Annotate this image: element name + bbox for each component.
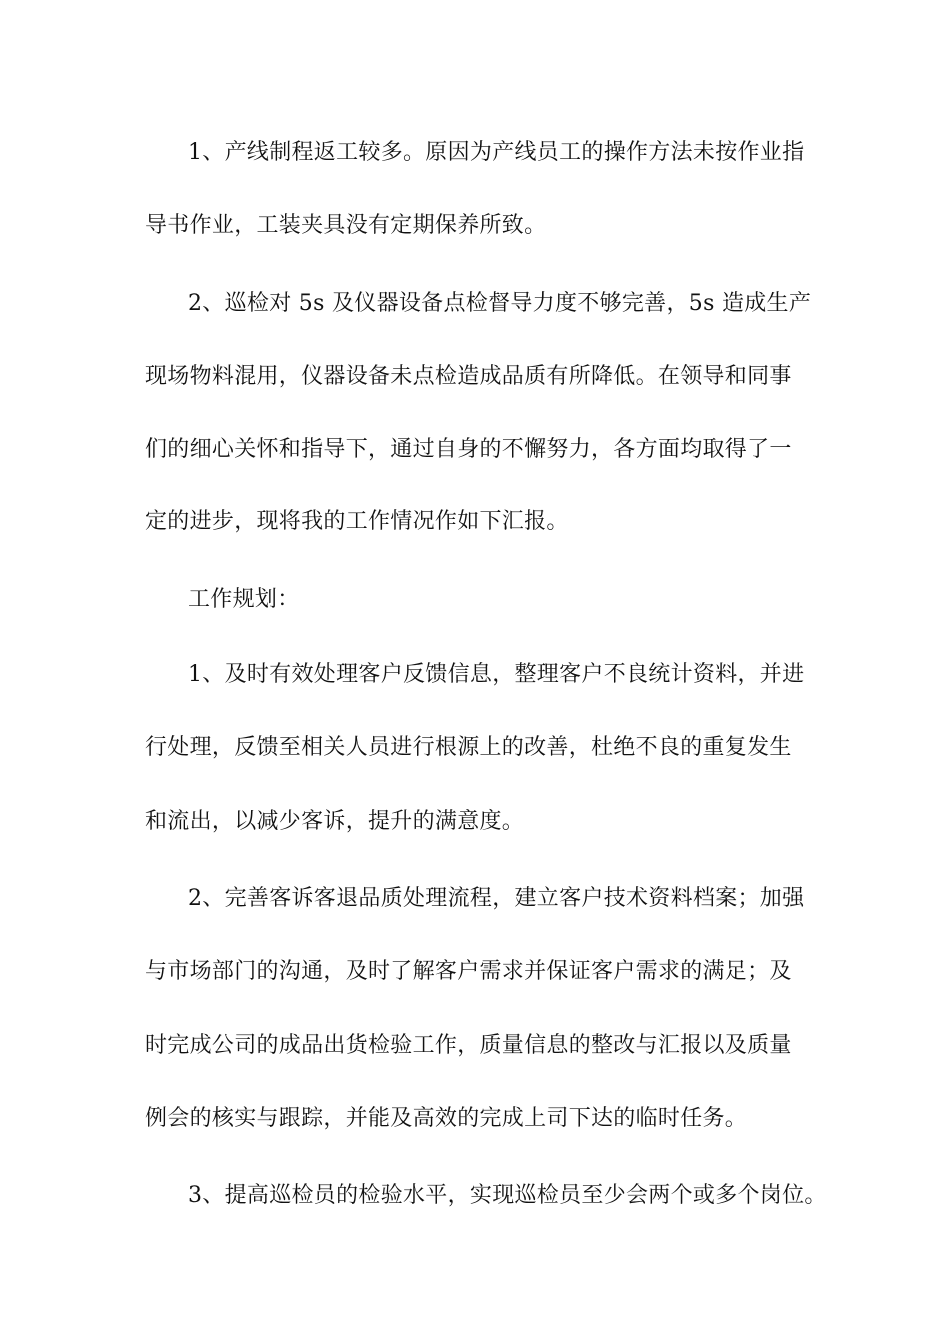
plan-2-line-3: 时完成公司的成品出货检验工作，质量信息的整改与汇报以及质量 (145, 1033, 792, 1058)
plan-2-line-2: 与市场部门的沟通，及时了解客户需求并保证客户需求的满足；及 (145, 959, 792, 984)
plan-3-line-1: 3、提高巡检员的检验水平，实现巡检员至少会两个或多个岗位。 (188, 1183, 827, 1208)
plan-1-line-2: 行处理，反馈至相关人员进行根源上的改善，杜绝不良的重复发生 (145, 735, 792, 760)
section-heading-work-plan: 工作规划： (188, 587, 300, 612)
plan-1-line-1: 1、及时有效处理客户反馈信息，整理客户不良统计资料，并进 (188, 662, 805, 687)
paragraph-2-line-4: 定的进步，现将我的工作情况作如下汇报。 (145, 509, 569, 534)
paragraph-1-line-2: 导书作业，工装夹具没有定期保养所致。 (145, 213, 547, 238)
paragraph-2-line-3: 们的细心关怀和指导下，通过自身的不懈努力，各方面均取得了一 (145, 437, 792, 462)
plan-2-line-1: 2、完善客诉客退品质处理流程，建立客户技术资料档案；加强 (188, 886, 805, 911)
paragraph-2-line-2: 现场物料混用，仪器设备未点检造成品质有所降低。在领导和同事 (145, 364, 792, 389)
paragraph-2-line-1: 2、巡检对 5s 及仪器设备点检督导力度不够完善，5s 造成生产 (188, 291, 812, 316)
paragraph-1-line-1: 1、产线制程返工较多。原因为产线员工的操作方法未按作业指 (188, 140, 805, 165)
plan-2-line-4: 例会的核实与跟踪，并能及高效的完成上司下达的临时任务。 (145, 1106, 748, 1131)
plan-1-line-3: 和流出，以减少客诉，提升的满意度。 (145, 809, 525, 834)
